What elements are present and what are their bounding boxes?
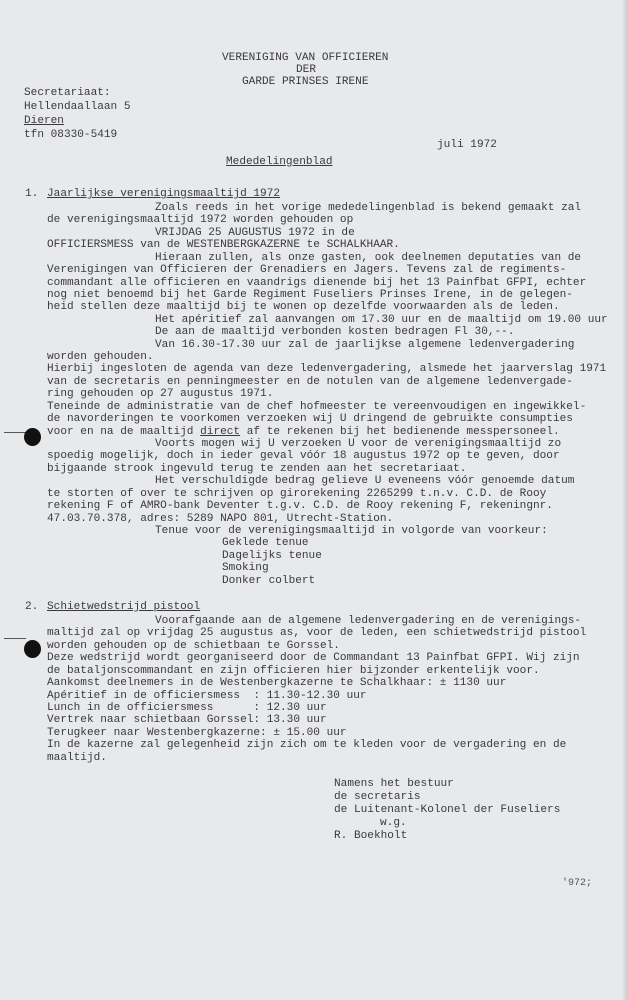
address-street: Hellendaallaan 5: [24, 101, 131, 113]
section1-body-line: commandant alle officieren en vaandrigs dienende bij het 13 Painfbat GFPI, echter: [47, 276, 587, 289]
section1-body-line: Het apéritief zal aanvangen om 17.30 uur en de maaltijd om 19.00 uur: [155, 313, 608, 326]
section2-body-line: Vertrek naar schietbaan Gorssel: 13.30 uur: [47, 714, 327, 727]
document-title: Mededelingenblad: [226, 156, 333, 168]
section1-body-line: worden gehouden.: [47, 351, 154, 364]
direct-line-prefix: voor en na de maaltijd: [47, 425, 201, 438]
org-name-line2: DER: [296, 64, 316, 76]
section1-body-line: te storten of over te schrijven op girorekening 2265299 t.n.v. C.D. de Rooy: [47, 487, 547, 500]
section1-body-line: Van 16.30-17.30 uur zal de jaarlijkse algemene ledenvergadering: [155, 338, 575, 351]
punch-hole: [24, 428, 41, 446]
section1-body-line: Verenigingen van Officieren der Grenadiers en Jagers. Tevens zal de regiments-: [47, 264, 567, 277]
org-name-line1: VERENIGING VAN OFFICIEREN: [222, 52, 389, 64]
section1-body-line: 47.03.70.378, adres: 5289 NAPO 801, Utrecht-Station.: [47, 512, 394, 525]
section1-body-line: heid stellen deze maaltijd bij te wonen op dezelfde voorwaarden als de leden.: [47, 301, 560, 314]
section1-body-line: bijgaande strook ingevuld terug te zenden aan het secretariaat.: [47, 462, 467, 475]
signature-wg: w.g.: [380, 817, 407, 829]
section2-body-line: In de kazerne zal gelegenheid zijn zich om te kleden voor de vergadering en de: [47, 739, 567, 752]
address-label: Secretariaat:: [24, 87, 111, 99]
footer-mark: '972;: [562, 878, 593, 889]
section1-heading: Jaarlijkse verenigingsmaaltijd 1972: [47, 188, 281, 200]
margin-dash: [4, 432, 26, 433]
paper-edge-shadow: [622, 0, 628, 1000]
section1-body-line: Voorts mogen wij U verzoeken U voor de verenigingsmaaltijd zo: [155, 437, 562, 450]
section2-body-line: Apéritief in de officiersmess : 11.30-12.30 uur: [47, 689, 367, 702]
section1-body-line: Het verschuldigde bedrag gelieve U eveneens vóór genoemde datum: [155, 475, 575, 488]
punch-hole: [24, 640, 41, 658]
section2-number: 2.: [25, 601, 39, 613]
section1-body-line: Donker colbert: [222, 574, 316, 587]
section1-body-line: de navorderingen te voorkomen verzoeken wij U dringend de gebruikte consumpties: [47, 413, 573, 426]
margin-dash: [4, 638, 26, 639]
section1-body-line: Zoals reeds in het vorige mededelingenblad is bekend gemaakt zal: [155, 202, 582, 214]
address-city: Dieren: [24, 115, 64, 127]
section1-body-line: de verenigingsmaaltijd 1972 worden gehouden op: [47, 214, 354, 227]
section1-number: 1.: [25, 188, 39, 200]
direct-line-suffix: af te rekenen bij het bedienende messpersoneel.: [240, 425, 560, 438]
signature-line3: de Luitenant-Kolonel der Fuseliers: [334, 804, 561, 816]
section1-body-line: Teneinde de administratie van de chef hofmeester te vereenvoudigen en ingewikkel-: [47, 400, 587, 413]
section1-body-line: Hieraan zullen, als onze gasten, ook deelnemen deputaties van de: [155, 251, 582, 264]
section1-body-line: Hierbij ingesloten de agenda van deze ledenvergadering, alsmede het jaarverslag 1971: [47, 363, 607, 376]
section1-body-line: VRIJDAG 25 AUGUSTUS 1972 in de: [155, 226, 355, 239]
section1-body-line: De aan de maaltijd verbonden kosten bedragen Fl 30,--.: [155, 326, 515, 339]
section1-body-line: van de secretaris en penningmeester en de notulen van de algemene ledenvergade-: [47, 375, 573, 388]
document-date: juli 1972: [437, 139, 497, 151]
section2-body-line: maltijd zal op vrijdag 25 augustus as, voor de leden, een schietwedstrijd pistool: [47, 627, 587, 640]
section2-body-line: Aankomst deelnemers in de Westenbergkazerne te Schalkhaar: ± 1130 uur: [47, 677, 507, 690]
section1-body-line: Smoking: [222, 562, 269, 575]
signature-line1: Namens het bestuur: [334, 778, 454, 790]
section2-body-line: worden gehouden op de schietbaan te Gorssel.: [47, 639, 340, 652]
section2-body-line: maaltijd.: [47, 751, 107, 764]
signature-name: R. Boekholt: [334, 830, 408, 842]
section2-heading: Schietwedstrijd pistool: [47, 601, 201, 613]
section1-body-line: ring gehouden op 27 augustus 1971.: [47, 388, 274, 401]
section1-body-line: rekening F of AMRO-bank Deventer t.g.v. C.D. de Rooy rekening F, rekeningnr.: [47, 500, 553, 513]
section1-body-line: spoedig mogelijk, doch in ieder geval vóór 18 augustus 1972 op te geven, door: [47, 450, 560, 463]
address-phone: tfn 08330-5419: [24, 129, 118, 141]
org-name-line3: GARDE PRINSES IRENE: [242, 76, 369, 88]
section1-body-line: OFFICIERSMESS van de WESTENBERGKAZERNE te SCHALKHAAR.: [47, 239, 400, 252]
section2-body-line: de bataljonscommandant en zijn officieren hier bijzonder erkentelijk voor.: [47, 664, 540, 677]
direct-word-underlined: direct: [200, 425, 241, 438]
section1-body-line: [47, 426, 560, 438]
section1-body-line: Geklede tenue: [222, 537, 309, 550]
signature-line2: de secretaris: [334, 791, 421, 803]
section2-body-line: Deze wedstrijd wordt georganiseerd door de Commandant 13 Painfbat GFPI. Wij zijn: [47, 652, 580, 665]
section1-body-line: Dagelijks tenue: [222, 549, 322, 562]
section1-body-line: nog niet benoemd bij het Garde Regiment Fuseliers Prinses Irene, in de gelegen-: [47, 288, 573, 301]
section2-body-line: Voorafgaande aan de algemene ledenvergadering en de verenigings-: [155, 615, 582, 627]
section1-body-line: Tenue voor de verenigingsmaaltijd in volgorde van voorkeur:: [155, 524, 548, 537]
section2-body-line: Lunch in de officiersmess : 12.30 uur: [47, 701, 327, 714]
section2-body-line: Terugkeer naar Westenbergkazerne: ± 15.00 uur: [47, 726, 347, 739]
